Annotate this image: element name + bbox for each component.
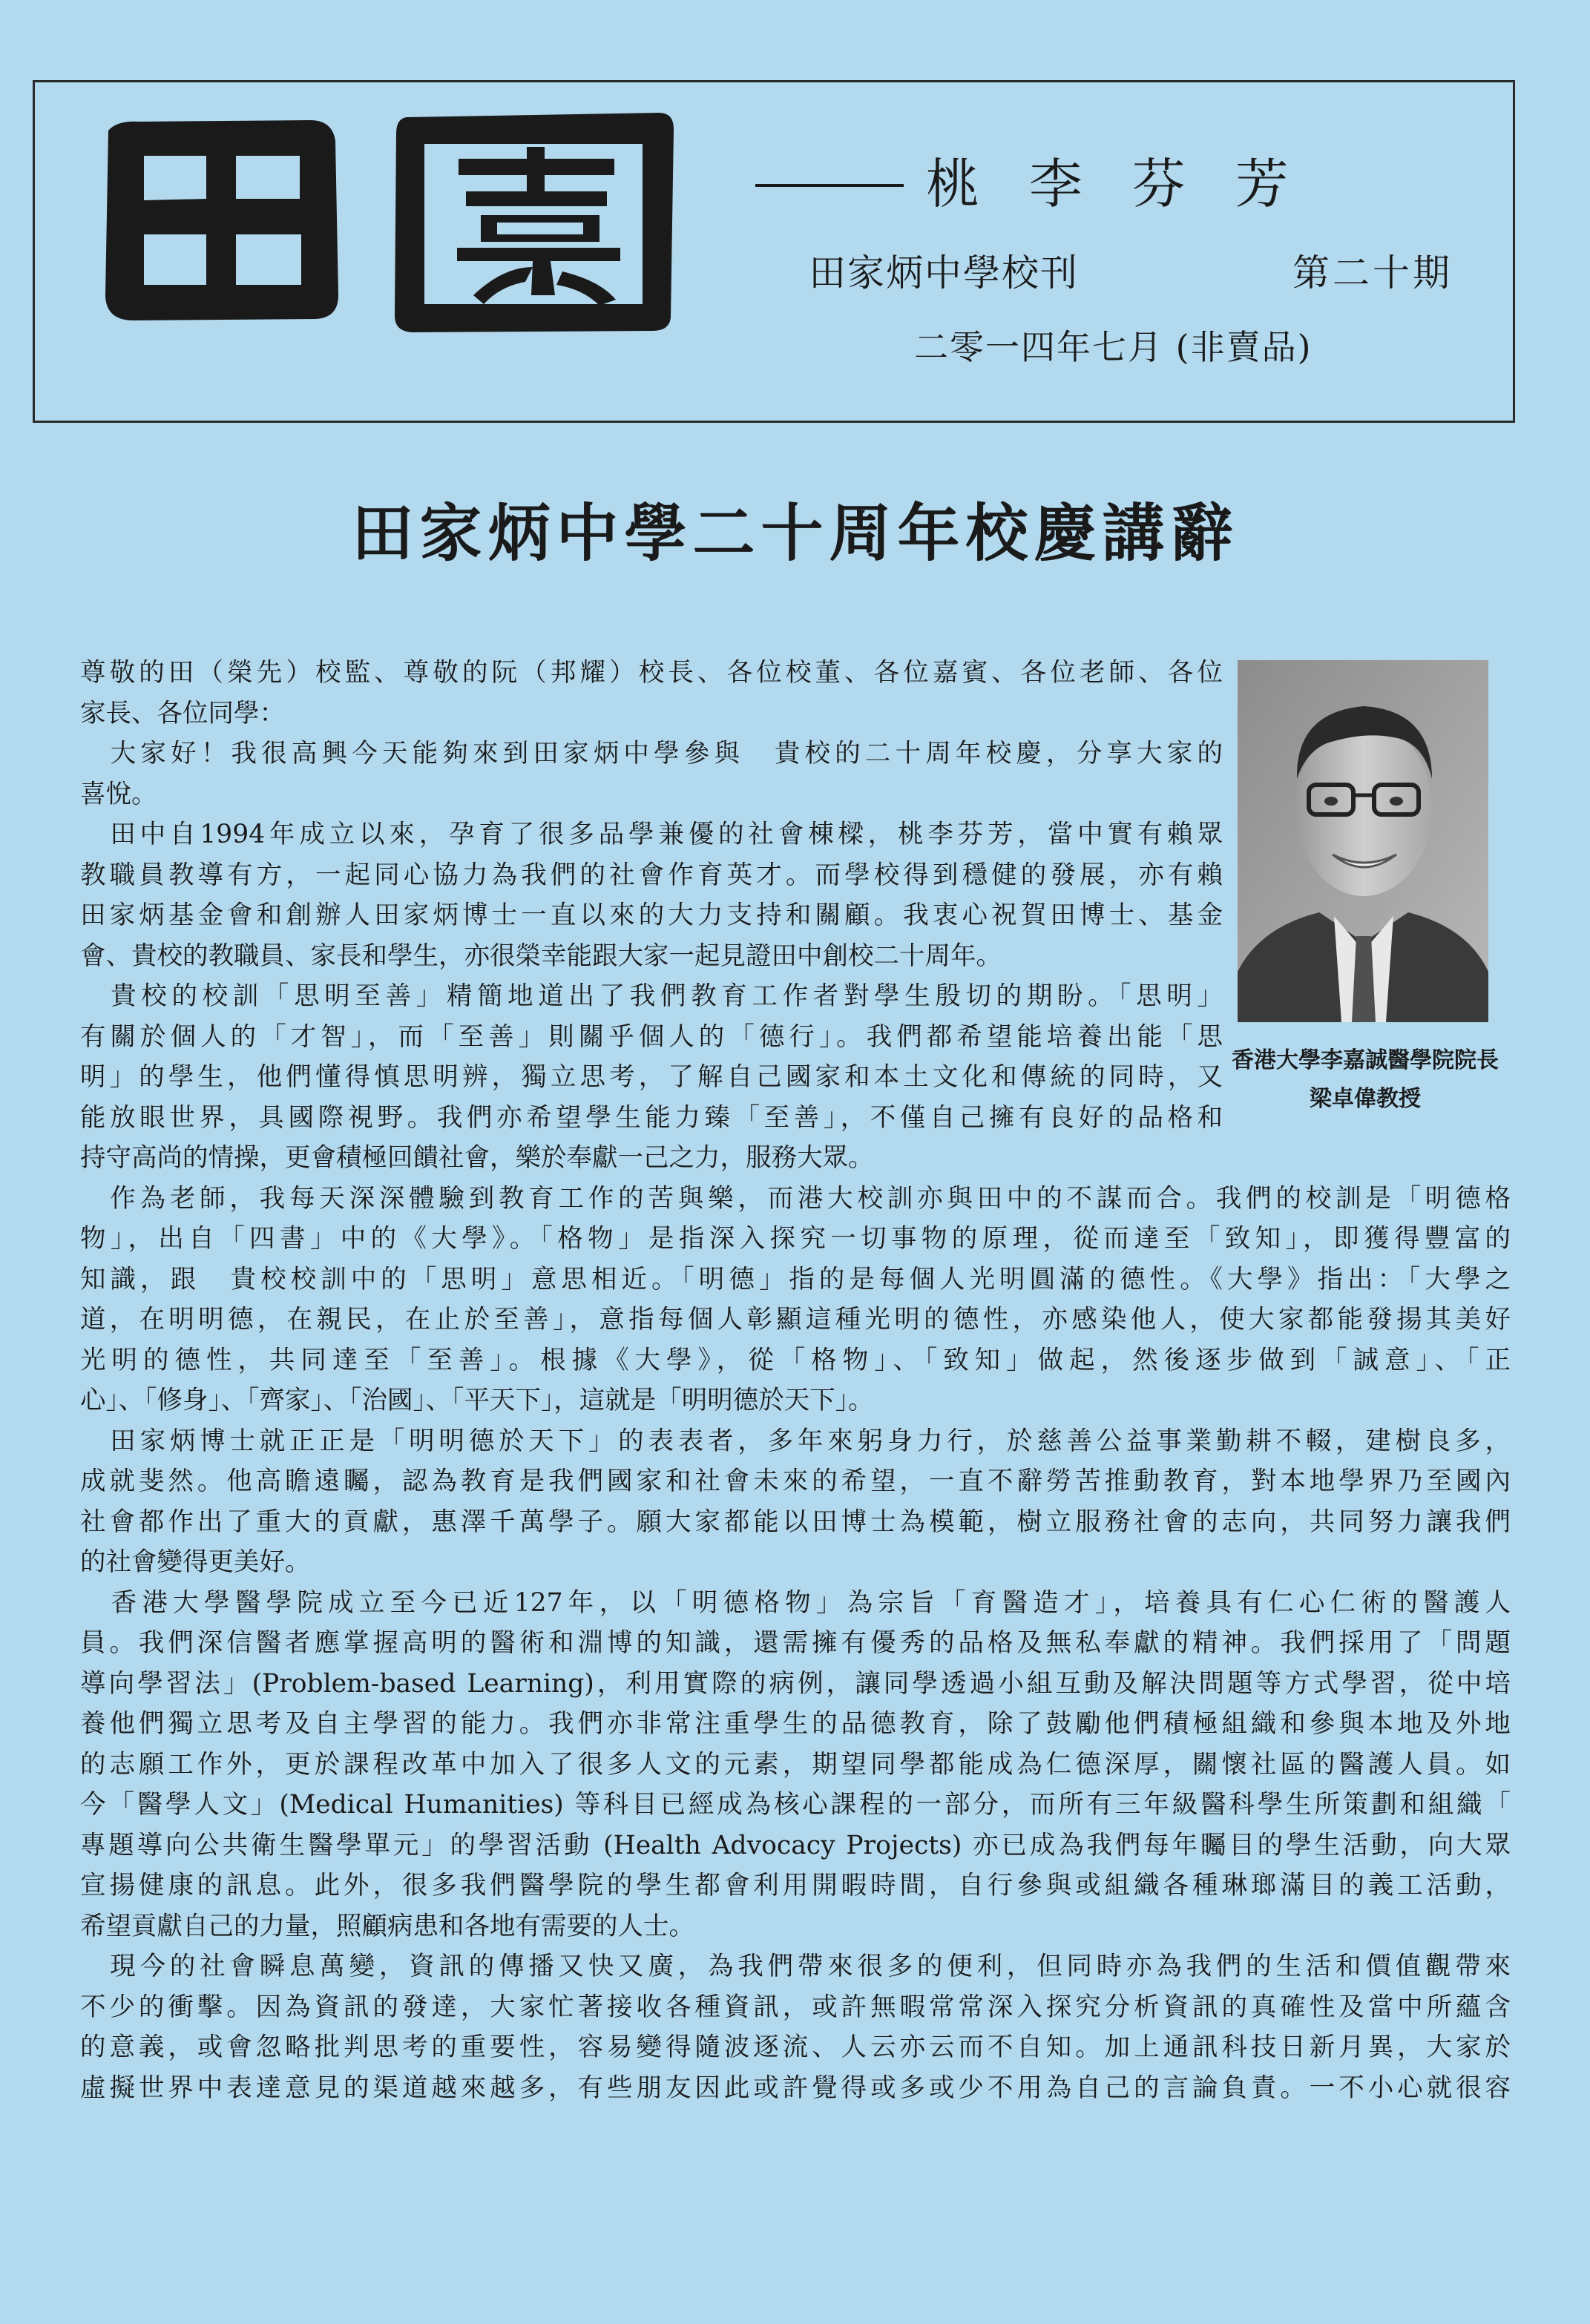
body-line: 的社會變得更美好。 — [80, 1547, 311, 1577]
body-line: 成就斐然。他高瞻遠矚，認為教育是我們國家和社會未來的希望，一直不辭勞苦推動教育，對本地學界乃至國內 — [80, 1467, 1511, 1496]
speech-title: 田家炳中學二十周年校慶講辭 — [351, 496, 1239, 570]
body-line: 大家好！我很高興今天能夠來到田家炳中學參與 貴校的二十周年校慶，分享大家的 — [80, 739, 1223, 768]
body-line: 田家炳博士就正正是「明明德於天下」的表表者，多年來躬身力行，於慈善公益事業勤耕不輟，建樹良多， — [80, 1426, 1511, 1456]
body-line: 知識，跟 貴校校訓中的「思明」意思相近。「明德」指的是每個人光明圓滿的德性。《大學》指出：「大學之 — [80, 1264, 1511, 1294]
speech-body — [80, 653, 1511, 2108]
body-line: 香港大學醫學院成立至今已近127年，以「明德格物」為宗旨「育醫造才」，培養具有仁心仁術的醫護人 — [80, 1587, 1511, 1618]
body-line: 家長、各位同學： — [80, 698, 285, 728]
motto-dash — [755, 184, 904, 187]
body-line: 心」、「修身」、「齊家」、「治國」、「平天下」，這就是「明明德於天下」。 — [80, 1386, 874, 1415]
body-line: 作為老師，我每天深深體驗到教育工作的苦與樂，而港大校訓亦與田中的不謀而合。我們的校訓是「明德格 — [80, 1183, 1511, 1214]
body-line: 能放眼世界，具國際視野。我們亦希望學生能力臻「至善」，不僅自己擁有良好的品格和 — [80, 1102, 1223, 1133]
body-line: 現今的社會瞬息萬變，資訊的傳播又快又廣，為我們帶來很多的便利，但同時亦為我們的生活和價值觀帶來 — [80, 1952, 1511, 1981]
tian-yuan-logo — [88, 95, 681, 340]
caption-line-name: 梁卓偉教授 — [1310, 1086, 1421, 1112]
body-line: 的意義，或會忽略批判思考的重要性，容易變得隨波逐流、人云亦云而不自知。加上通訊科技日新月異，大家於 — [80, 2032, 1511, 2062]
publication-date: 二零一四年七月 (非賣品) — [914, 327, 1313, 367]
body-line: 虛擬世界中表達意見的渠道越來越多，有些朋友因此或許覺得或多或少不用為自己的言論負責。一不小心就很容 — [80, 2073, 1511, 2103]
body-line: 尊敬的田（榮先）校監、尊敬的阮（邦耀）校長、各位校董、各位嘉賓、各位老師、各位 — [80, 658, 1223, 688]
caption-line-title: 香港大學李嘉誠醫學院院長 — [1232, 1047, 1499, 1073]
body-line: 貴校的校訓「思明至善」精簡地道出了我們教育工作者對學生殷切的期盼。「思明」 — [80, 981, 1223, 1011]
body-line: 的志願工作外，更於課程改革中加入了很多人文的元素，期望同學都能成為仁德深厚，關懷社區的醫護人員。如 — [80, 1749, 1511, 1780]
body-line: 道，在明明德，在親民，在止於至善」，意指每個人彰顯這種光明的德性，亦感染他人，使大家都能發揚其美好 — [80, 1305, 1511, 1334]
body-line: 有關於個人的「才智」，而「至善」則關乎個人的「德行」。我們都希望能培養出能「思 — [80, 1021, 1223, 1052]
body-line: 光明的德性，共同達至「至善」。根據《大學》，從「格物」、「致知」做起，然後逐步做到「誠意」、「正 — [80, 1345, 1511, 1375]
body-line: 希望貢獻自己的力量，照顧病患和各地有需要的人士。 — [80, 1911, 694, 1941]
body-line: 導向學習法」(Problem-based Learning)，利用實際的病例，讓同學透過小組互動及解決問題等方式學習，從中培 — [80, 1668, 1511, 1699]
publication-name: 田家炳中學校刊 — [809, 251, 1079, 294]
body-line: 養他們獨立思考及自主學習的能力。我們亦非常注重學生的品德教育，除了鼓勵他們積極組織和參與本地及外地 — [80, 1709, 1511, 1739]
motto-text: 桃 李 芬 芳 — [926, 153, 1305, 215]
body-line: 宣揚健康的訊息。此外，很多我們醫學院的學生都會利用開暇時間，自行參與或組織各種琳瑯滿目的義工活動， — [80, 1871, 1511, 1900]
body-line: 今「醫學人文」(Medical Humanities) 等科目已經成為核心課程的一部分，而所有三年級醫科學生所策劃和組織「 — [80, 1790, 1511, 1820]
body-line: 專題導向公共衛生醫學單元」的學習活動 (Health Advocacy Projects) 亦已成為我們每年矚目的學生活動，向大眾 — [80, 1830, 1511, 1860]
body-line: 物」，出自「四書」中的《大學》。「格物」是指深入探究一切事物的原理，從而達至「致知」，即獲得豐富的 — [80, 1224, 1511, 1254]
body-line: 田家炳基金會和創辦人田家炳博士一直以來的大力支持和關顧。我衷心祝賀田博士、基金 — [80, 901, 1223, 930]
issue-number: 第二十期 — [1292, 251, 1453, 294]
body-line: 不少的衝擊。因為資訊的發達，大家忙著接收各種資訊，或許無暇常常深入探究分析資訊的真確性及當中所蘊含 — [80, 1992, 1511, 2022]
body-line: 教職員教導有方，一起同心協力為我們的社會作育英才。而學校得到穩健的發展，亦有賴 — [80, 860, 1223, 890]
body-line: 持守高尚的情操，更會積極回饋社會，樂於奉獻一己之力，服務大眾。 — [80, 1143, 874, 1173]
body-line: 會、貴校的教職員、家長和學生，亦很榮幸能跟大家一起見證田中創校二十周年。 — [80, 941, 1002, 971]
body-line: 喜悅。 — [80, 779, 157, 809]
body-line: 明」的學生，他們懂得慎思明辨，獨立思考，了解自己國家和本土文化和傳統的同時，又 — [80, 1062, 1223, 1092]
masthead-motto — [755, 141, 1305, 218]
body-line: 社會都作出了重大的貢獻，惠澤千萬學子。願大家都能以田博士為模範，樹立服務社會的志向，共同努力讓我們 — [80, 1507, 1511, 1537]
body-line: 田中自1994年成立以來，孕育了很多品學兼優的社會棟樑，桃李芬芳，當中實有賴眾 — [80, 820, 1223, 849]
body-line: 員。我們深信醫者應掌握高明的醫術和淵博的知識，還需擁有優秀的品格及無私奉獻的精神。我們採用了「問題 — [80, 1628, 1511, 1658]
